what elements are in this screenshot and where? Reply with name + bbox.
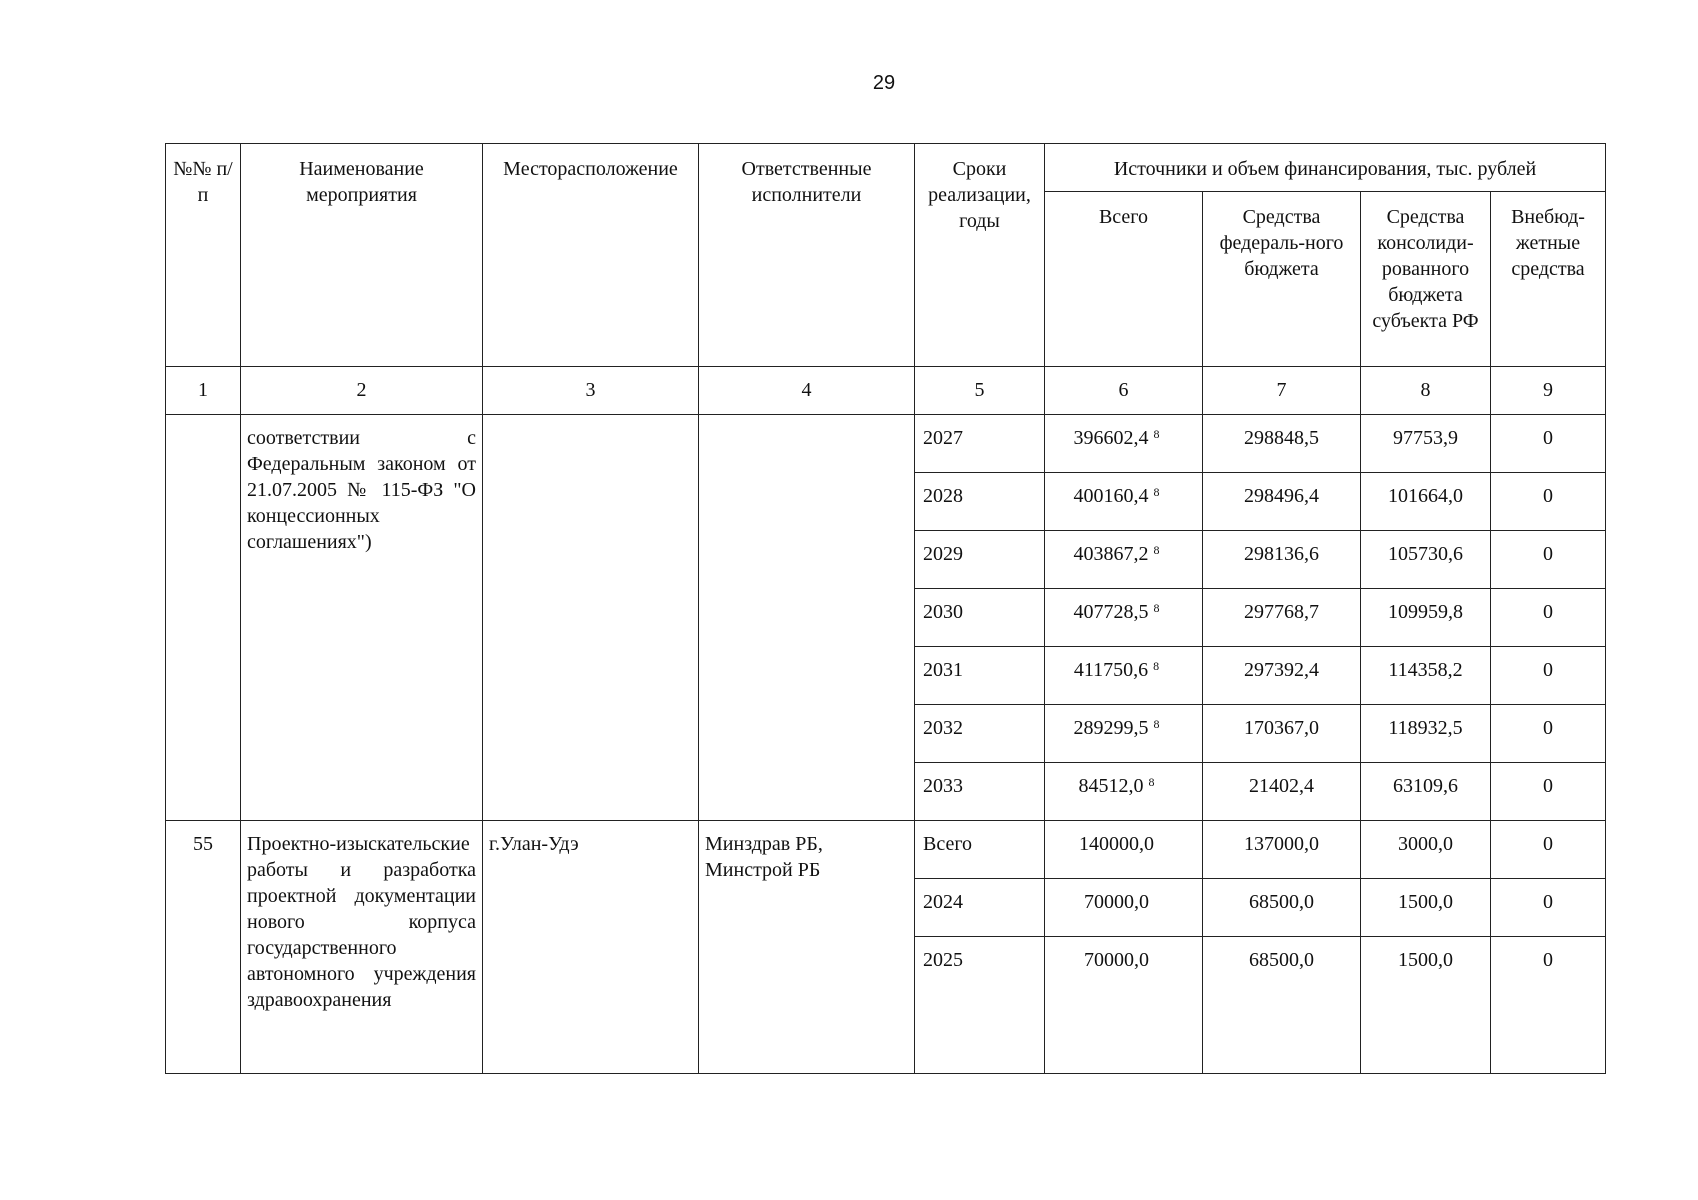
column-number: 8 [1361, 367, 1491, 415]
federal-cell: 137000,0 [1203, 821, 1361, 879]
regional-cell: 63109,6 [1361, 763, 1491, 821]
column-number-row [166, 367, 1606, 415]
total-cell: 407728,5 $^8$ [1045, 589, 1203, 647]
item-number [166, 415, 241, 821]
federal-cell: 298496,4 [1203, 473, 1361, 531]
total-cell: 70000,0 [1045, 879, 1203, 937]
item-name: Проектно-изыскательские работы и разработка проектной документации нового корпуса государственного автономного учреждения здравоохранения [241, 821, 483, 1074]
total-cell: 70000,0 [1045, 937, 1203, 1074]
extra-cell: 0 [1491, 415, 1606, 473]
header-col-sources: Источники и объем финансирования, тыс. рублей [1045, 144, 1606, 192]
column-number: 6 [1045, 367, 1203, 415]
federal-cell: 68500,0 [1203, 937, 1361, 1074]
federal-cell: 298136,6 [1203, 531, 1361, 589]
extra-cell: 0 [1491, 647, 1606, 705]
total-cell: 140000,0 [1045, 821, 1203, 879]
item-executors: Минздрав РБ, Минстрой РБ [699, 821, 915, 1074]
footnote-ref: 8 [1153, 659, 1160, 673]
year-cell: 2033 [915, 763, 1045, 821]
federal-cell: 297392,4 [1203, 647, 1361, 705]
column-number: 3 [483, 367, 699, 415]
extra-cell: 0 [1491, 821, 1606, 879]
regional-cell: 1500,0 [1361, 937, 1491, 1074]
item-name: соответствии с Федеральным законом от 21.07.2005 № 115-ФЗ "О концессионных соглашениях") [241, 415, 483, 821]
total-cell: 84512,0 $^8$ [1045, 763, 1203, 821]
header-col-name: Наименование мероприятия [241, 144, 483, 367]
regional-cell: 101664,0 [1361, 473, 1491, 531]
regional-cell: 3000,0 [1361, 821, 1491, 879]
item-executors [699, 415, 915, 821]
table-row [166, 415, 1606, 473]
header-col-executors: Ответственные исполнители [699, 144, 915, 367]
header-col-total: Всего [1045, 192, 1203, 367]
column-number: 5 [915, 367, 1045, 415]
total-cell: 403867,2 $^8$ [1045, 531, 1203, 589]
header-col-location: Месторасположение [483, 144, 699, 367]
extra-cell: 0 [1491, 879, 1606, 937]
total-cell: 396602,4 $^8$ [1045, 415, 1203, 473]
year-cell: 2032 [915, 705, 1045, 763]
column-number: 4 [699, 367, 915, 415]
extra-cell: 0 [1491, 589, 1606, 647]
federal-cell: 297768,7 [1203, 589, 1361, 647]
year-cell: 2028 [915, 473, 1045, 531]
column-number: 2 [241, 367, 483, 415]
year-cell: 2031 [915, 647, 1045, 705]
year-cell: 2027 [915, 415, 1045, 473]
footnote-ref: 8 [1148, 775, 1155, 789]
item-location [483, 415, 699, 821]
total-cell: 411750,6 $^8$ [1045, 647, 1203, 705]
table-row [166, 821, 1606, 879]
column-number: 1 [166, 367, 241, 415]
footnote-ref: 8 [1153, 543, 1160, 557]
total-cell: 289299,5 $^8$ [1045, 705, 1203, 763]
extra-cell: 0 [1491, 705, 1606, 763]
header-col-regional: Средства консолиди-рованного бюджета субъекта РФ [1361, 192, 1491, 367]
page-number: 29 [872, 72, 896, 94]
extra-cell: 0 [1491, 763, 1606, 821]
regional-cell: 114358,2 [1361, 647, 1491, 705]
year-cell: 2030 [915, 589, 1045, 647]
table-header-row [166, 144, 1606, 192]
header-col-extra: Внебюд-жетные средства [1491, 192, 1606, 367]
regional-cell: 1500,0 [1361, 879, 1491, 937]
year-cell: 2025 [915, 937, 1045, 1074]
item-number: 55 [166, 821, 241, 1074]
year-cell: 2024 [915, 879, 1045, 937]
extra-cell: 0 [1491, 937, 1606, 1074]
regional-cell: 97753,9 [1361, 415, 1491, 473]
regional-cell: 118932,5 [1361, 705, 1491, 763]
year-cell: Всего [915, 821, 1045, 879]
header-col-federal: Средства федераль-ного бюджета [1203, 192, 1361, 367]
total-cell: 400160,4 $^8$ [1045, 473, 1203, 531]
header-col-terms: Сроки реализации, годы [915, 144, 1045, 367]
footnote-ref: 8 [1153, 601, 1160, 615]
footnote-ref: 8 [1153, 485, 1160, 499]
federal-cell: 170367,0 [1203, 705, 1361, 763]
header-col-no: №№ п/п [166, 144, 241, 367]
federal-cell: 21402,4 [1203, 763, 1361, 821]
extra-cell: 0 [1491, 531, 1606, 589]
item-location: г.Улан-Удэ [483, 821, 699, 1074]
federal-cell: 298848,5 [1203, 415, 1361, 473]
column-number: 7 [1203, 367, 1361, 415]
extra-cell: 0 [1491, 473, 1606, 531]
federal-cell: 68500,0 [1203, 879, 1361, 937]
footnote-ref: 8 [1153, 427, 1160, 441]
footnote-ref: 8 [1153, 717, 1160, 731]
regional-cell: 109959,8 [1361, 589, 1491, 647]
year-cell: 2029 [915, 531, 1045, 589]
financing-table [165, 143, 1606, 1074]
column-number: 9 [1491, 367, 1606, 415]
regional-cell: 105730,6 [1361, 531, 1491, 589]
